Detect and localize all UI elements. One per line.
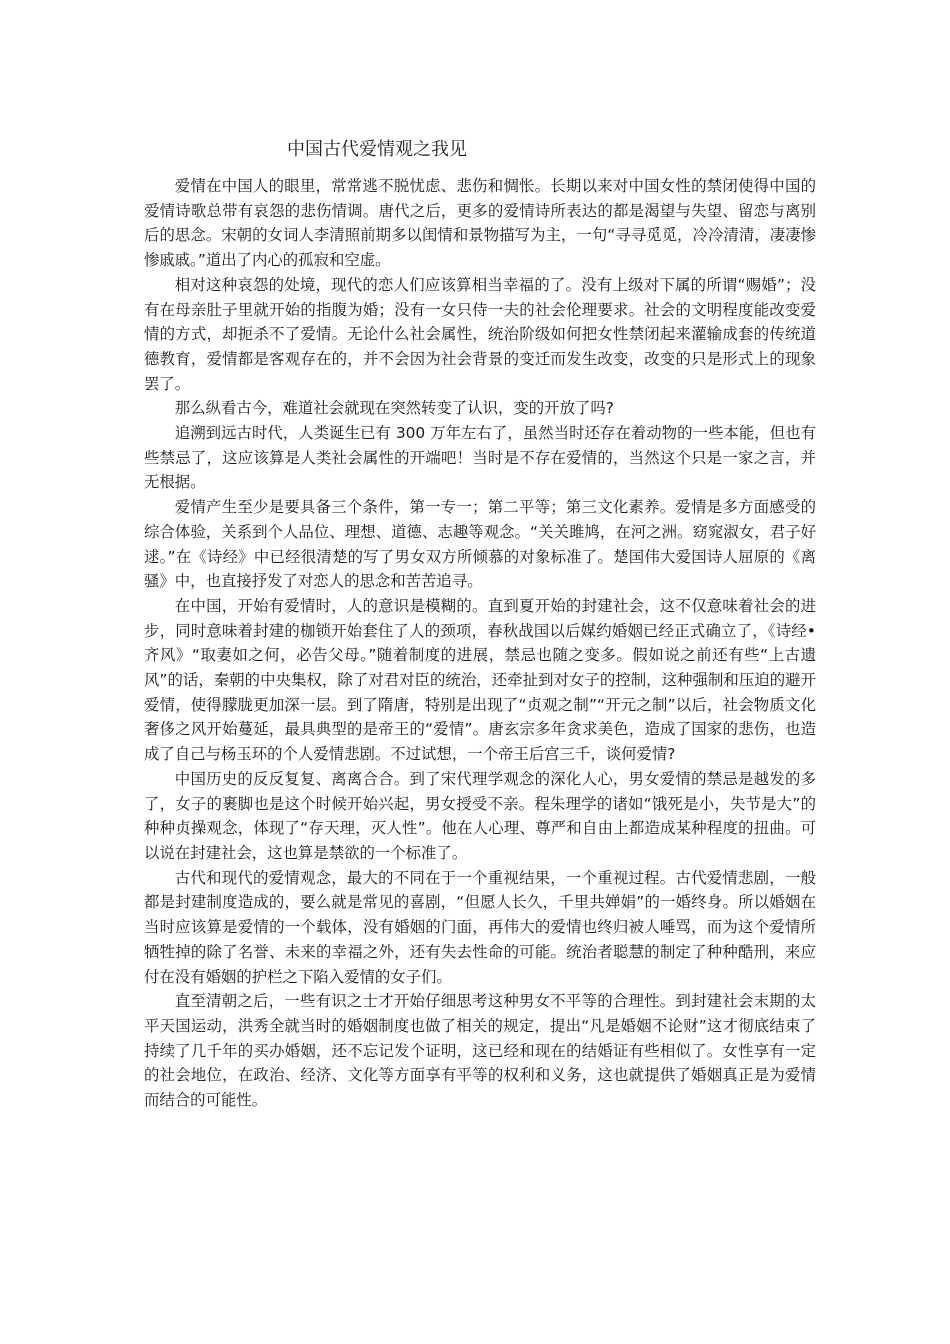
- paragraph-8: 古代和现代的爱情观念，最大的不同在于一个重视结果，一个重视过程。古代爱情悲剧，一般都是封建制度造成的，要么就是常见的喜剧，“但愿人长久，千里共婵娟”的一婚终身。所以婚姻在当时应该算是爱情的一个载体，没有婚姻的门面，再伟大的爱情也终归被人唾骂，而为这个爱情所牺牲掉的除了名誉、未来的幸福之外，还有失去性命的可能。统治者聪慧的制定了种种酷刑，来应付在没有婚姻的护栏之下陷入爱情的女子们。: [144, 868, 816, 986]
- document-title: 中国古代爱情观之我见: [287, 139, 467, 160]
- paragraph-4: 追溯到远古时代，人类诞生已有 300 万年左右了，虽然当时还存在着动物的一些本能，但也有些禁忌了，这应该算是人类社会属性的开端吧！当时是不存在爱情的，当然这个只是一家之言，并无根据。: [144, 424, 816, 492]
- paragraph-2: 相对这种哀怨的处境，现代的恋人们应该算相当幸福的了。没有上级对下属的所谓“赐婚”；没有在母亲肚子里就开始的指腹为婚；没有一女只侍一夫的社会伦理要求。社会的文明程度能改变爱情的方式，却扼杀不了爱情。无论什么社会属性，统治阶级如何把女性禁闭起来灌输成套的传统道德教育，爱情都是客观存在的，并不会因为社会背景的变迁而发生改变，改变的只是形式上的现象罢了。: [144, 275, 816, 393]
- paragraph-5: 爱情产生至少是要具备三个条件，第一专一；第二平等；第三文化素养。爱情是多方面感受的综合体验，关系到个人品位、理想、道德、志趣等观念。“关关雎鸠，在河之洲。窈窕淑女，君子好逑。”在《诗经》中已经很清楚的写了男女双方所倾慕的对象标准了。楚国伟大爱国诗人屈原的《离骚》中，也直接抒发了对恋人的思念和苦苦追寻。: [144, 498, 816, 591]
- paragraph-1: 爱情在中国人的眼里，常常逃不脱忧虑、悲伤和惆怅。长期以来对中国女性的禁闭使得中国的爱情诗歌总带有哀怨的悲伤情调。唐代之后，更多的爱情诗所表达的都是渴望与失望、留恋与离别后的思念。宋朝的女词人李清照前期多以闺情和景物描写为主，一句“寻寻觅觅，冷冷清清，凄凄惨惨戚戚。”道出了内心的孤寂和空虚。: [144, 177, 816, 270]
- paragraph-6: 在中国，开始有爱情时，人的意识是模糊的。直到夏开始的封建社会，这不仅意味着社会的进步，同时意味着封建的枷锁开始套住了人的颈项，春秋战国以后媒约婚姻已经正式确立了，《诗经•齐风》“取妻如之何，必告父母。”随着制度的进展，禁忌也随之变多。假如说之前还有些“上古遗风”的话，秦朝的中央集权，除了对君对臣的统治，还牵扯到对女子的控制，这种强制和压迫的避开爱情，使得朦胧更加深一层。到了隋唐，特别是出现了“贞观之制”“开元之制”以后，社会物质文化奢侈之风开始蔓延，最具典型的是帝王的“爱情”。唐玄宗多年贪求美色，造成了国家的悲伤，也造成了自己与杨玉环的个人爱情悲剧。不过试想，一个帝王后宫三千，谈何爱情?: [144, 596, 816, 764]
- document-body: [144, 174, 816, 1113]
- paragraph-9: 直至清朝之后，一些有识之士才开始仔细思考这种男女不平等的合理性。到封建社会末期的太平天国运动，洪秀全就当时的婚姻制度也做了相关的规定，提出“凡是婚姻不论财”这才彻底结束了持续了几千年的买办婚姻，还不忘记发个证明，这已经和现在的结婚证有些相似了。女性享有一定的社会地位，在政治、经济、文化等方面享有平等的权利和义务，这也就提供了婚姻真正是为爱情而结合的可能性。: [144, 992, 816, 1110]
- paragraph-3: 那么纵看古今，难道社会就现在突然转变了认识，变的开放了吗?: [174, 399, 614, 418]
- paragraph-7: 中国历史的反反复复、离离合合。到了宋代理学观念的深化人心，男女爱情的禁忌是越发的多了，女子的裹脚也是这个时候开始兴起，男女授受不亲。程朱理学的诸如“饿死是小，失节是大”的种种贞操观念，体现了“存天理，灭人性”。他在人心理、尊严和自由上都造成某种程度的扭曲。可以说在封建社会，这也算是禁欲的一个标准了。: [144, 769, 816, 862]
